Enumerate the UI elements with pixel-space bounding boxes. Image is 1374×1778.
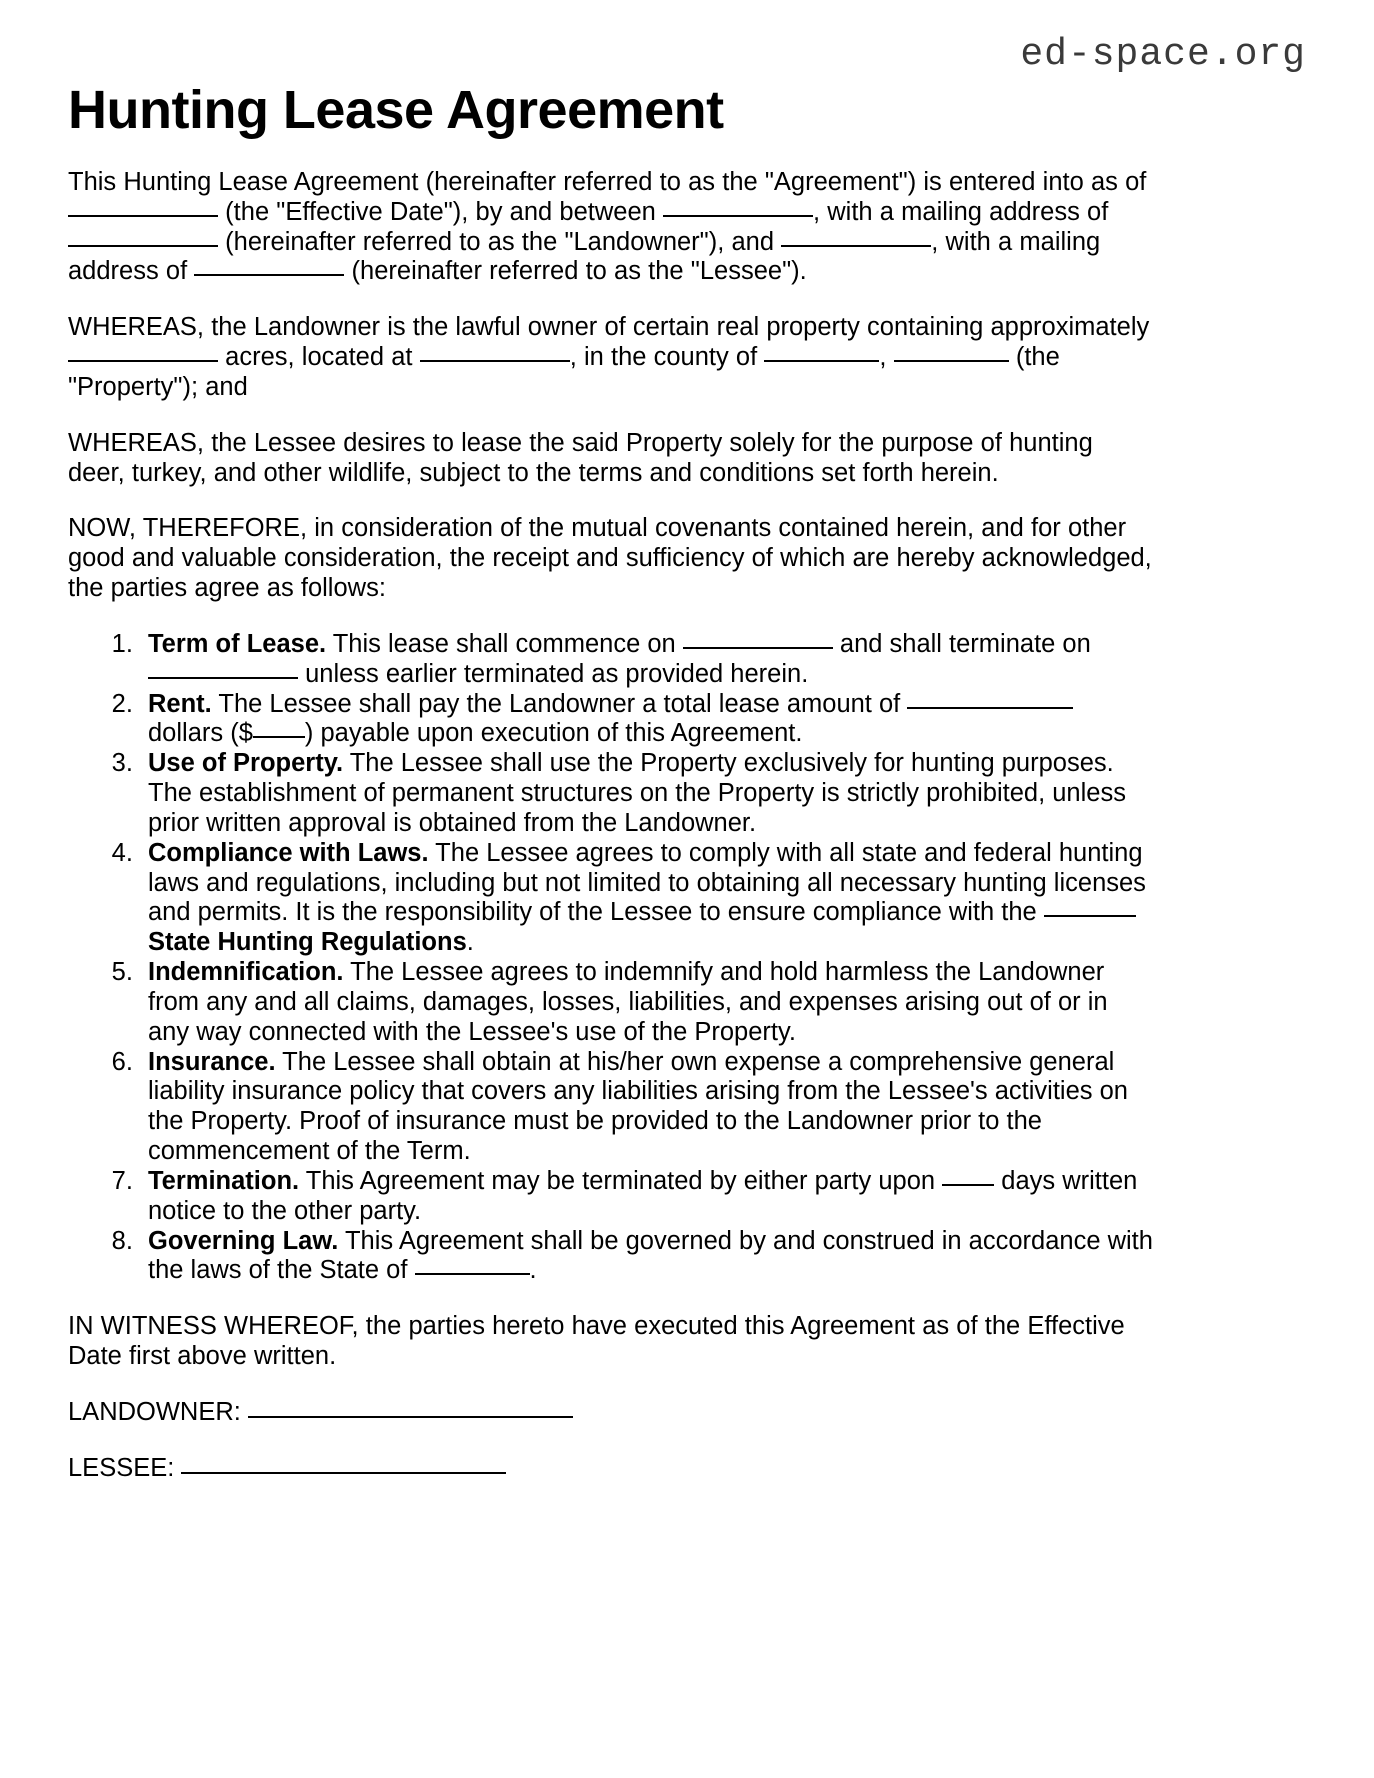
term-text-1b: and shall terminate on bbox=[832, 629, 1091, 658]
blank-lease-amount-words[interactable] bbox=[907, 689, 1073, 709]
page-title: Hunting Lease Agreement bbox=[68, 80, 724, 140]
blank-landowner-address[interactable] bbox=[68, 227, 218, 247]
intro-p1-segment-d: (hereinafter referred to as the "Landowner"), and bbox=[218, 227, 782, 256]
intro-paragraph-2 bbox=[68, 313, 1154, 402]
term-item-7 bbox=[140, 1167, 1154, 1227]
term-text-7b: days written notice to the other party. bbox=[148, 1166, 1138, 1225]
document-body bbox=[68, 168, 1154, 1483]
site-watermark: ed-space.org bbox=[1020, 33, 1306, 76]
blank-lessee-signature[interactable] bbox=[181, 1456, 506, 1474]
blank-state[interactable] bbox=[894, 342, 1009, 362]
terms-list bbox=[68, 630, 1154, 1286]
intro-p1-segment-e: , with a mailing address of bbox=[68, 227, 1101, 286]
intro-p1-segment-c: , with a mailing address of bbox=[813, 197, 1109, 226]
term-title-8: Governing Law. bbox=[148, 1226, 339, 1255]
landowner-label: LANDOWNER: bbox=[68, 1397, 241, 1426]
term-text-8b: . bbox=[529, 1256, 537, 1285]
witness-paragraph: IN WITNESS WHEREOF, the parties hereto have executed this Agreement as of the Effective Date first above written. bbox=[68, 1312, 1125, 1370]
blank-commence-date[interactable] bbox=[683, 629, 833, 649]
term-title-2: Rent. bbox=[148, 689, 212, 718]
lessee-signature-line bbox=[68, 1454, 1154, 1484]
term-item-3 bbox=[140, 749, 1154, 838]
intro-p2-segment-e: (the "Property"); and bbox=[68, 343, 1060, 401]
term-item-8 bbox=[140, 1227, 1154, 1287]
blank-effective-date[interactable] bbox=[68, 197, 218, 217]
lessee-label: LESSEE: bbox=[68, 1453, 175, 1482]
intro-p2-segment-c: , in the county of bbox=[569, 343, 765, 372]
term-title-6: Insurance. bbox=[148, 1047, 276, 1076]
term-text-2b: dollars ($ bbox=[148, 719, 253, 748]
term-emphasis-4: State Hunting Regulations bbox=[148, 928, 467, 957]
blank-property-location[interactable] bbox=[420, 342, 570, 362]
intro-p2-segment-b: acres, located at bbox=[218, 343, 420, 372]
term-text-1c: unless earlier terminated as provided herein. bbox=[298, 659, 809, 688]
term-text-2a: The Lessee shall pay the Landowner a total lease amount of bbox=[211, 689, 908, 718]
term-text-4b: . bbox=[466, 928, 474, 957]
term-text-4a: The Lessee agrees to comply with all state and federal hunting laws and regulations, including but not limited to obtaining all necessary hunting licenses and permits. It is the responsibility of the Lessee to ensure compliance with the bbox=[148, 838, 1146, 927]
intro-p2-segment-d: , bbox=[879, 343, 894, 372]
term-text-8a: This Agreement shall be governed by and construed in accordance with the laws of the State of bbox=[148, 1226, 1153, 1285]
blank-county[interactable] bbox=[764, 342, 879, 362]
intro-paragraph-4: NOW, THEREFORE, in consideration of the mutual covenants contained herein, and for other good and valuable consideration, the receipt and sufficiency of which are hereby acknowledged, the parties agree as follows: bbox=[68, 514, 1152, 603]
blank-terminate-date[interactable] bbox=[148, 659, 298, 679]
term-text-1a: This lease shall commence on bbox=[326, 629, 683, 658]
term-title-7: Termination. bbox=[148, 1166, 300, 1195]
term-title-5: Indemnification. bbox=[148, 958, 344, 987]
intro-p2-segment-a: WHEREAS, the Landowner is the lawful owner of certain real property containing approximately bbox=[68, 313, 1150, 342]
term-item-6 bbox=[140, 1048, 1154, 1167]
blank-landowner-name[interactable] bbox=[663, 197, 813, 217]
term-text-7a: This Agreement may be terminated by either party upon bbox=[299, 1166, 943, 1195]
term-item-4 bbox=[140, 839, 1154, 958]
blank-lessee-name[interactable] bbox=[781, 227, 931, 247]
term-text-2c: ) payable upon execution of this Agreement. bbox=[304, 719, 803, 748]
term-title-3: Use of Property. bbox=[148, 749, 344, 778]
term-item-5 bbox=[140, 958, 1154, 1047]
blank-notice-days[interactable] bbox=[942, 1166, 994, 1186]
intro-p1-segment-b: (the "Effective Date"), by and between bbox=[218, 197, 663, 226]
blank-landowner-signature[interactable] bbox=[248, 1400, 573, 1418]
landowner-signature-line bbox=[68, 1398, 1154, 1428]
term-text-3a: The Lessee shall use the Property exclusively for hunting purposes. The establishment of permanent structures on the Property is strictly prohibited, unless prior written approval is obtained from the Landowner. bbox=[148, 749, 1126, 837]
blank-lessee-address[interactable] bbox=[194, 256, 344, 276]
intro-p1-segment-f: (hereinafter referred to as the "Lessee"). bbox=[344, 257, 807, 286]
blank-regulation-state[interactable] bbox=[1044, 897, 1136, 917]
term-text-5a: The Lessee agrees to indemnify and hold harmless the Landowner from any and all claims, damages, losses, liabilities, and expenses arising out of or in any way connected with the Lessee's use of the Property. bbox=[148, 958, 1108, 1046]
blank-lease-amount-figure[interactable] bbox=[253, 718, 305, 738]
blank-acreage[interactable] bbox=[68, 342, 218, 362]
intro-paragraph-1 bbox=[68, 168, 1154, 287]
term-text-6a: The Lessee shall obtain at his/her own expense a comprehensive general liability insurance policy that covers any liabilities arising from the Lessee's activities on the Property. Proof of insurance must be provided to the Landowner prior to the commencement of the Term. bbox=[148, 1047, 1128, 1166]
term-title-1: Term of Lease. bbox=[148, 629, 327, 658]
intro-paragraph-3: WHEREAS, the Lessee desires to lease the said Property solely for the purpose of hunting deer, turkey, and other wildlife, subject to the terms and conditions set forth herein. bbox=[68, 428, 1093, 487]
term-title-4: Compliance with Laws. bbox=[148, 838, 429, 867]
term-item-1 bbox=[140, 630, 1154, 690]
blank-governing-state[interactable] bbox=[415, 1255, 530, 1275]
intro-p1-segment-a: This Hunting Lease Agreement (hereinafter referred to as the "Agreement") is entered into as of bbox=[68, 168, 1147, 196]
term-item-2 bbox=[140, 690, 1154, 750]
